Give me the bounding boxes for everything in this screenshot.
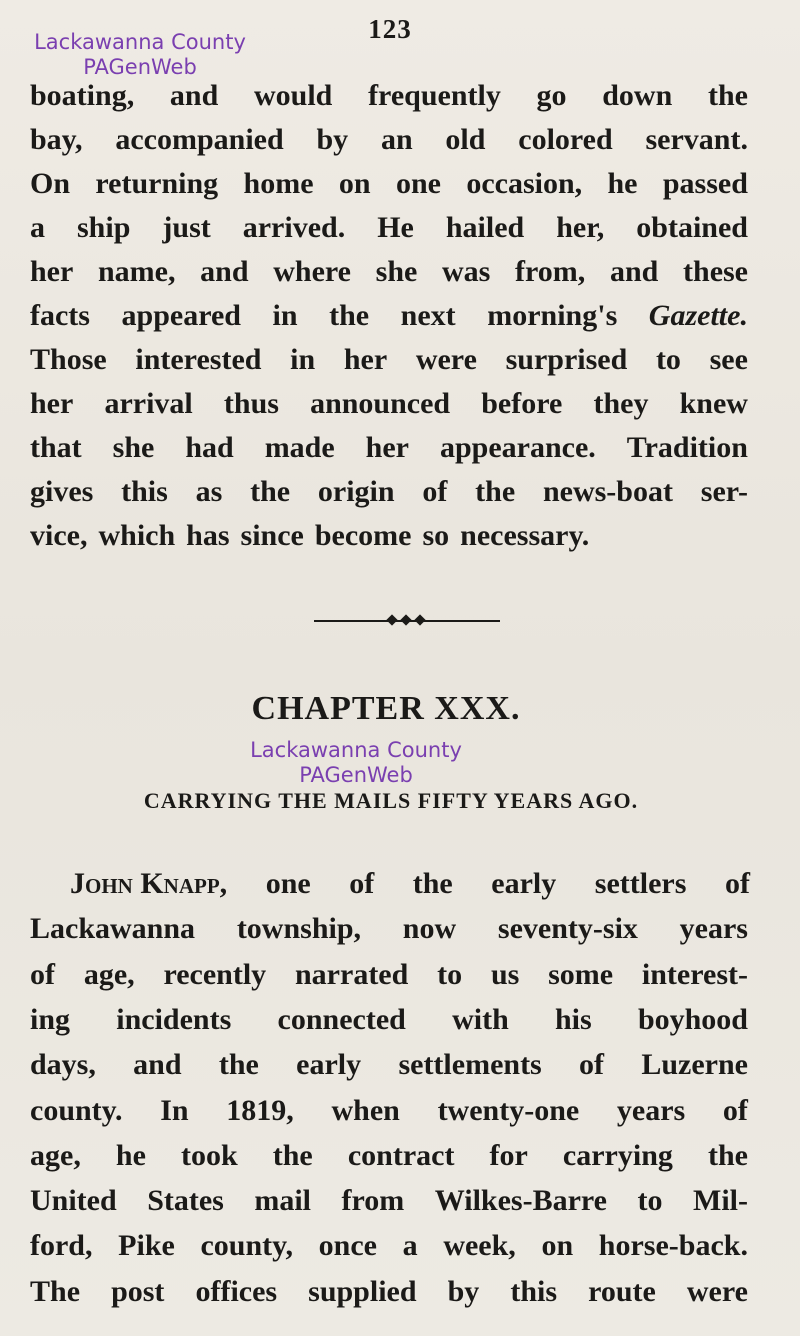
text-line: John Knapp, one of the early settlers of [70, 867, 750, 900]
text-line: facts appeared in the next morning's Gazette. [30, 299, 748, 332]
text-line: ford, Pike county, once a week, on horse-back. [30, 1229, 748, 1262]
chapter-heading: CHAPTER XXX. [251, 690, 521, 727]
watermark-line: Lackawanna County [34, 30, 246, 54]
text-line: The post offices supplied by this route were [30, 1275, 748, 1308]
text-line: gives this as the origin of the news-boat ser- [30, 475, 748, 508]
text-line: county. In 1819, when twenty-one years of [30, 1094, 748, 1127]
watermark-middle [225, 738, 487, 788]
text-line: ing incidents connected with his boyhood [30, 1003, 748, 1036]
text-line: Those interested in her were surprised to see [30, 343, 748, 376]
text-line: vice, which has since become so necessary. [30, 519, 590, 552]
text-line: United States mail from Wilkes-Barre to Mil- [30, 1184, 748, 1217]
section-divider [314, 620, 500, 622]
text-line: of age, recently narrated to us some interest- [30, 958, 748, 991]
text-line: that she had made her appearance. Tradition [30, 431, 748, 464]
watermark-line: Lackawanna County [250, 738, 462, 762]
text-line: age, he took the contract for carrying the [30, 1139, 748, 1172]
page-number: 123 [368, 14, 412, 44]
watermark-line: PAGenWeb [299, 763, 413, 787]
chapter-subtitle: CARRYING THE MAILS FIFTY YEARS AGO. [143, 788, 639, 813]
divider-ornament [400, 614, 411, 625]
text-line: a ship just arrived. He hailed her, obtained [30, 211, 748, 244]
divider-ornament [414, 614, 425, 625]
text-line: boating, and would frequently go down the [30, 79, 748, 112]
text-line: days, and the early settlements of Luzerne [30, 1048, 748, 1081]
text-line: her name, and where she was from, and these [30, 255, 748, 288]
divider-ornament [386, 614, 397, 625]
text-line: Lackawanna township, now seventy-six years [30, 912, 748, 945]
watermark-top [8, 30, 272, 80]
text-line: her arrival thus announced before they knew [30, 387, 748, 420]
watermark-line: PAGenWeb [83, 55, 197, 79]
text-line: On returning home on one occasion, he passed [30, 167, 748, 200]
text-line: bay, accompanied by an old colored servant. [30, 123, 748, 156]
